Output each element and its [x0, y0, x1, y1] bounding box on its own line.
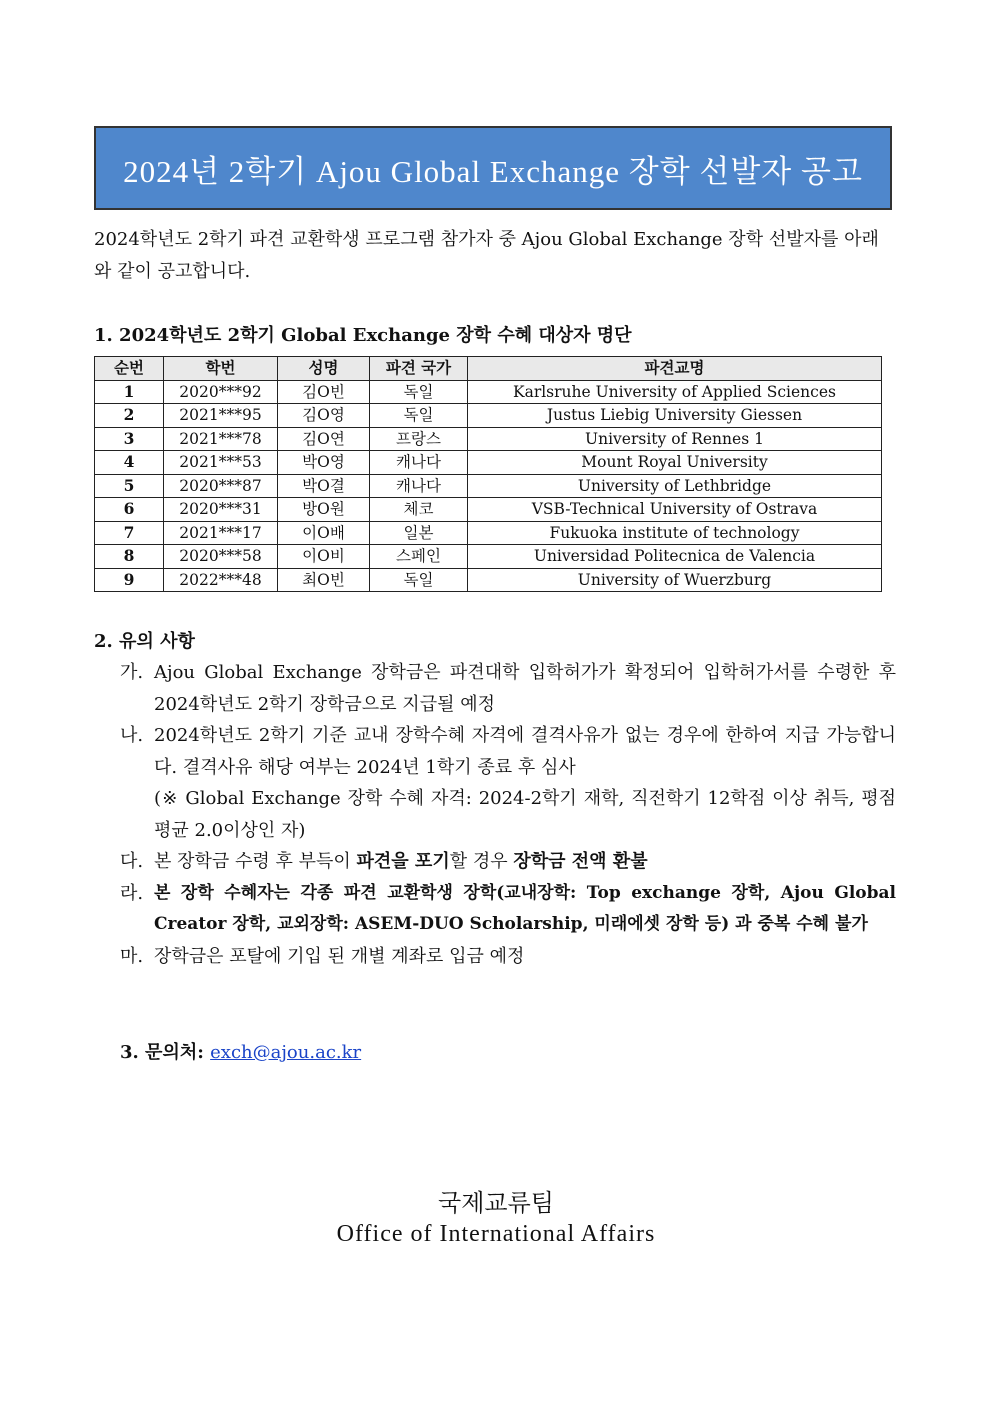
cell-name: 박O결 — [278, 474, 370, 498]
cell-student-id: 2021***78 — [164, 427, 278, 451]
cell-university: Universidad Politecnica de Valencia — [468, 545, 882, 569]
cell-country: 독일 — [370, 568, 468, 592]
note-item-ma — [120, 941, 896, 973]
table-header-row — [95, 357, 882, 381]
header-country: 파견 국가 — [370, 357, 468, 381]
table-row — [95, 521, 882, 545]
contact-label: 3. 문의처: — [120, 1042, 211, 1063]
table-row — [95, 545, 882, 569]
cell-country: 캐나다 — [370, 474, 468, 498]
cell-name: 방O원 — [278, 498, 370, 522]
note-marker: 라. — [120, 882, 144, 904]
table-row — [95, 427, 882, 451]
cell-order: 9 — [95, 568, 164, 592]
header-name: 성명 — [278, 357, 370, 381]
table-row — [95, 380, 882, 404]
cell-university: VSB-Technical University of Ostrava — [468, 498, 882, 522]
note-text-part: 할 경우 — [449, 851, 514, 872]
cell-name: 최O빈 — [278, 568, 370, 592]
cell-student-id: 2020***31 — [164, 498, 278, 522]
cell-country: 캐나다 — [370, 451, 468, 475]
note-text — [154, 846, 896, 878]
note-item-ra — [120, 878, 896, 941]
note-marker: 가. — [120, 662, 144, 683]
cell-name: 이O비 — [278, 545, 370, 569]
contact-line — [120, 1038, 361, 1064]
cell-country: 프랑스 — [370, 427, 468, 451]
note-item-na — [120, 720, 896, 783]
note-sub-text: (※ Global Exchange 장학 수혜 자격: 2024-2학기 재학, 직전학기 12학점 이상 취득, 평점평균 2.0이상인 자) — [154, 788, 896, 841]
cell-name: 이O배 — [278, 521, 370, 545]
cell-student-id: 2020***92 — [164, 380, 278, 404]
cell-university: University of Rennes 1 — [468, 427, 882, 451]
cell-order: 8 — [95, 545, 164, 569]
cell-student-id: 2020***58 — [164, 545, 278, 569]
note-marker: 다. — [120, 851, 144, 872]
cell-country: 체코 — [370, 498, 468, 522]
cell-order: 3 — [95, 427, 164, 451]
footer-korean: 국제교류팀 — [438, 1189, 554, 1217]
cell-order: 6 — [95, 498, 164, 522]
cell-order: 5 — [95, 474, 164, 498]
note-text: 2024학년도 2학기 기준 교내 장학수혜 자격에 결격사유가 없는 경우에 한하여 지급 가능합니다. 결격사유 해당 여부는 2024년 1학기 종료 후 심사 — [154, 725, 896, 778]
header-university: 파견교명 — [468, 357, 882, 381]
cell-name: 김O영 — [278, 404, 370, 428]
cell-order: 7 — [95, 521, 164, 545]
cell-university: Justus Liebig University Giessen — [468, 404, 882, 428]
cell-order: 1 — [95, 380, 164, 404]
table-row — [95, 498, 882, 522]
table-row — [95, 474, 882, 498]
cell-name: 김O연 — [278, 427, 370, 451]
recipient-table — [94, 356, 882, 592]
cell-university: University of Wuerzburg — [468, 568, 882, 592]
note-emphasis: 파견을 포기 — [356, 851, 450, 872]
note-marker: 마. — [120, 945, 144, 967]
page-title: 2024년 2학기 Ajou Global Exchange 장학 선발자 공고 — [94, 126, 892, 210]
header-order: 순번 — [95, 357, 164, 381]
cell-country: 독일 — [370, 404, 468, 428]
contact-email-link[interactable]: exch@ajou.ac.kr — [210, 1042, 362, 1063]
note-text: 본 장학 수혜자는 각종 파견 교환학생 장학(교내장학: Top exchange 장학, Ajou Global Creator 장학, 교외장학: ASEM-DUO Scholarship, 미래에셋 장학 등) 과 중복 수혜 불가 — [154, 882, 896, 934]
intro-paragraph: 2024학년도 2학기 파견 교환학생 프로그램 참가자 중 Ajou Global Exchange 장학 선발자를 아래와 같이 공고합니다. — [94, 229, 879, 282]
cell-country: 독일 — [370, 380, 468, 404]
cell-order: 2 — [95, 404, 164, 428]
cell-country: 일본 — [370, 521, 468, 545]
notes-list — [120, 657, 896, 972]
cell-student-id: 2022***48 — [164, 568, 278, 592]
cell-university: University of Lethbridge — [468, 474, 882, 498]
footer-english: Office of International Affairs — [336, 1221, 656, 1247]
note-emphasis: 장학금 전액 환불 — [513, 851, 648, 872]
cell-university: Fukuoka institute of technology — [468, 521, 882, 545]
cell-university: Mount Royal University — [468, 451, 882, 475]
header-student-id: 학번 — [164, 357, 278, 381]
cell-country: 스페인 — [370, 545, 468, 569]
section-1-title: 1. 2024학년도 2학기 Global Exchange 장학 수혜 대상자 명단 — [94, 325, 632, 346]
note-marker: 나. — [120, 725, 144, 746]
cell-student-id: 2021***53 — [164, 451, 278, 475]
note-item-da — [120, 846, 896, 878]
table-row — [95, 451, 882, 475]
note-item-ga — [120, 657, 896, 720]
cell-name: 박O영 — [278, 451, 370, 475]
note-text: Ajou Global Exchange 장학금은 파견대학 입학허가가 확정되어 입학허가서를 수령한 후 2024학년도 2학기 장학금으로 지급될 예정 — [154, 662, 896, 715]
note-text: 장학금은 포탈에 기입 된 개별 계좌로 입금 예정 — [154, 945, 525, 967]
cell-student-id: 2020***87 — [164, 474, 278, 498]
note-text-part: 본 장학금 수령 후 부득이 — [154, 851, 357, 872]
cell-student-id: 2021***17 — [164, 521, 278, 545]
cell-university: Karlsruhe University of Applied Sciences — [468, 380, 882, 404]
cell-order: 4 — [95, 451, 164, 475]
cell-name: 김O빈 — [278, 380, 370, 404]
section-2-title: 2. 유의 사항 — [94, 631, 195, 652]
table-row — [95, 568, 882, 592]
table-row — [95, 404, 882, 428]
cell-student-id: 2021***95 — [164, 404, 278, 428]
